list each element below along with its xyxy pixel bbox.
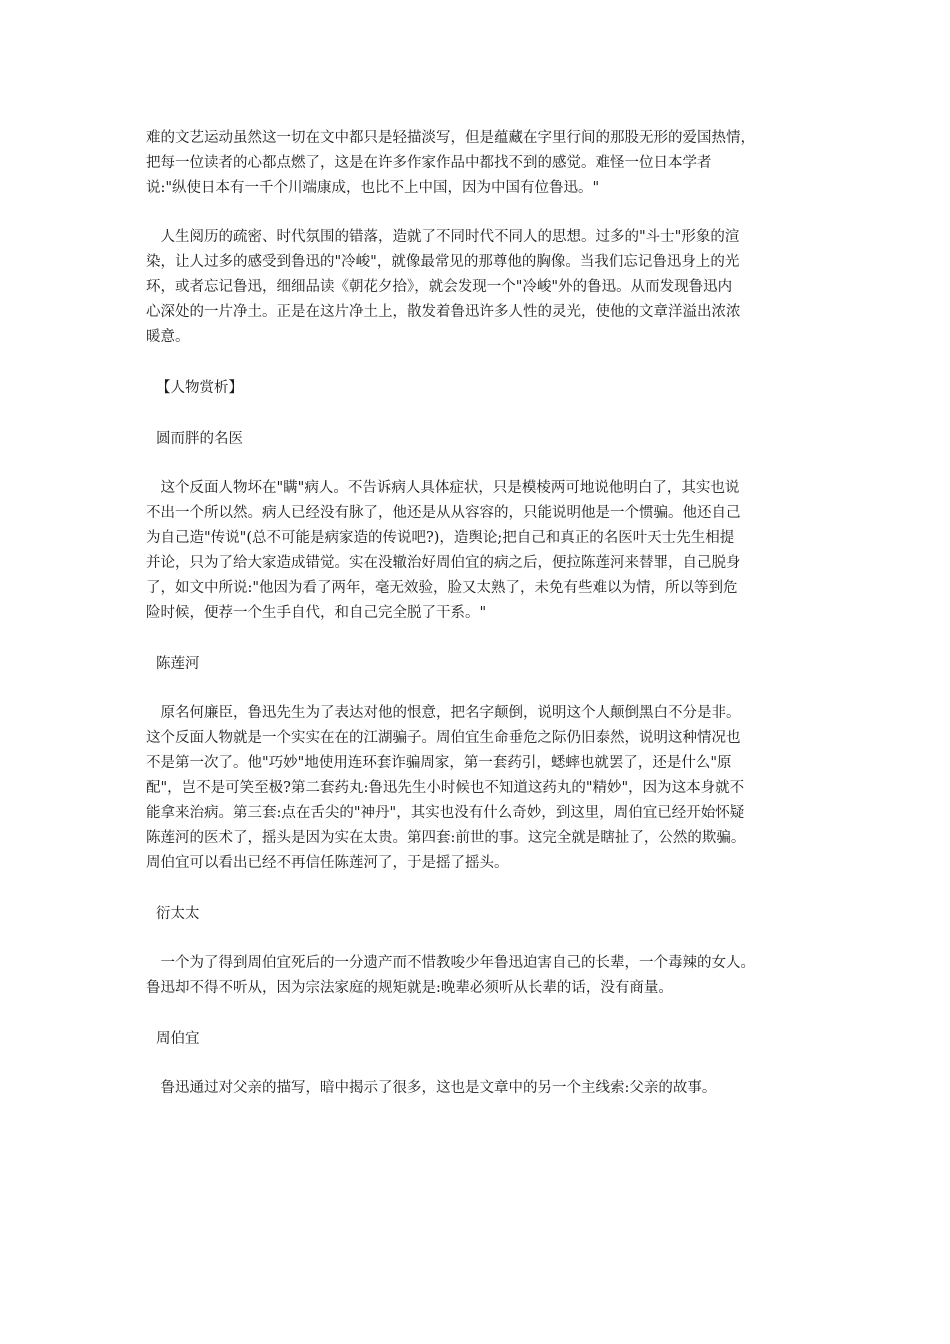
text-line: 陈莲河的医术了，摇头是因为实在太贵。第四套:前世的事。这完全就是瞎扯了，公然的欺骗。 [146, 830, 746, 846]
text-line: 不是第一次了。他"巧妙"地使用连环套诈骗周家，第一套药引，蟋蟀也就罢了，还是什么"原 [146, 755, 732, 771]
text-line: 险时候，便荐一个生手自代，和自己完全脱了干系。" [146, 605, 487, 621]
paragraph-life-experience [146, 225, 808, 350]
text-line: 鲁迅通过对父亲的描写，暗中揭示了很多，这也是文章中的另一个主线索:父亲的故事。 [146, 1080, 717, 1096]
text-line: 把每一位读者的心都点燃了，这是在许多作家作品中都找不到的感觉。难怪一位日本学者 [146, 155, 712, 171]
text-line: 环，或者忘记鲁迅，细细品读《朝花夕拾》，就会发现一个"冷峻"外的鲁迅。从而发现鲁迅内 [146, 279, 733, 295]
text-line: 这个反面人物坏在"瞒"病人。不告诉病人具体症状，只是模棱两可地说他明白了，其实也说 [146, 480, 740, 496]
character-heading-zhou-boyi: 周伯宜 [156, 1031, 200, 1047]
text-line: 鲁迅却不得不听从，因为宗法家庭的规矩就是:晚辈必须听从长辈的话，没有商量。 [146, 980, 673, 996]
text-line: 并论，只为了给大家造成错觉。实在没辙治好周伯宜的病之后，便拉陈莲河来替罪，自己脱身 [146, 555, 741, 571]
text-line: 说:"纵使日本有一千个川端康成，也比不上中国，因为中国有位鲁迅。" [146, 180, 600, 196]
text-line: 难的文艺运动虽然这一切在文中都只是轻描淡写，但是蕴藏在字里行间的那股无形的爱国热情， [146, 130, 755, 146]
text-line: 人生阅历的疏密、时代氛围的错落，造就了不同时代不同人的思想。过多的"斗士"形象的渲 [146, 229, 740, 245]
text-line: 染，让人过多的感受到鲁迅的"冷峻"，就像最常见的那尊他的胸像。当我们忘记鲁迅身上的光 [146, 254, 740, 270]
character-heading-chen-lianhe: 陈莲河 [156, 656, 200, 672]
paragraph-patriotism [146, 126, 808, 201]
text-line: 心深处的一片净土。正是在这片净土上，散发着鲁迅许多人性的灵光，使他的文章洋溢出浓浓 [146, 304, 741, 320]
text-line: 原名何廉臣，鲁迅先生为了表达对他的恨意，把名字颠倒，说明这个人颠倒黑白不分是非。 [146, 705, 741, 721]
text-line: 这个反面人物就是一个实实在在的江湖骗子。周伯宜生命垂危之际仍旧泰然，说明这种情况也 [146, 730, 741, 746]
text-line: 能拿来治病。第三套:点在舌尖的"神丹"，其实也没有什么奇妙，到这里，周伯宜已经开始怀疑 [146, 805, 745, 821]
section-heading-character-analysis: 【人物赏析】 [156, 380, 243, 396]
paragraph-yan-taitai [146, 951, 808, 1001]
text-line: 为自己造"传说"(总不可能是病家造的传说吧?)，造舆论;把自己和真正的名医叶天士先生相提 [146, 530, 735, 546]
paragraph-chen-lianhe [146, 701, 808, 876]
text-line: 配"，岂不是可笑至极?第二套药丸:鲁迅先生小时候也不知道这药丸的"精妙"，因为这本身就不 [146, 780, 745, 796]
text-line: 暖意。 [146, 329, 190, 345]
text-line: 周伯宜可以看出已经不再信任陈莲河了，于是摇了摇头。 [146, 855, 509, 871]
document-page [146, 126, 808, 1101]
text-line: 不出一个所以然。病人已经没有脉了，他还是从从容容的，只能说明他是一个惯骗。他还自己 [146, 505, 741, 521]
character-heading-yan-taitai: 衍太太 [156, 906, 200, 922]
character-heading-famous-doctor: 圆而胖的名医 [156, 431, 243, 447]
paragraph-famous-doctor [146, 476, 808, 626]
text-line: 了，如文中所说:"他因为看了两年，毫无效验，脸又太熟了，未免有些难以为情，所以等到危 [146, 580, 738, 596]
text-line: 一个为了得到周伯宜死后的一分遗产而不惜教唆少年鲁迅迫害自己的长辈，一个毒辣的女人。 [146, 955, 755, 971]
paragraph-zhou-boyi [146, 1076, 808, 1101]
